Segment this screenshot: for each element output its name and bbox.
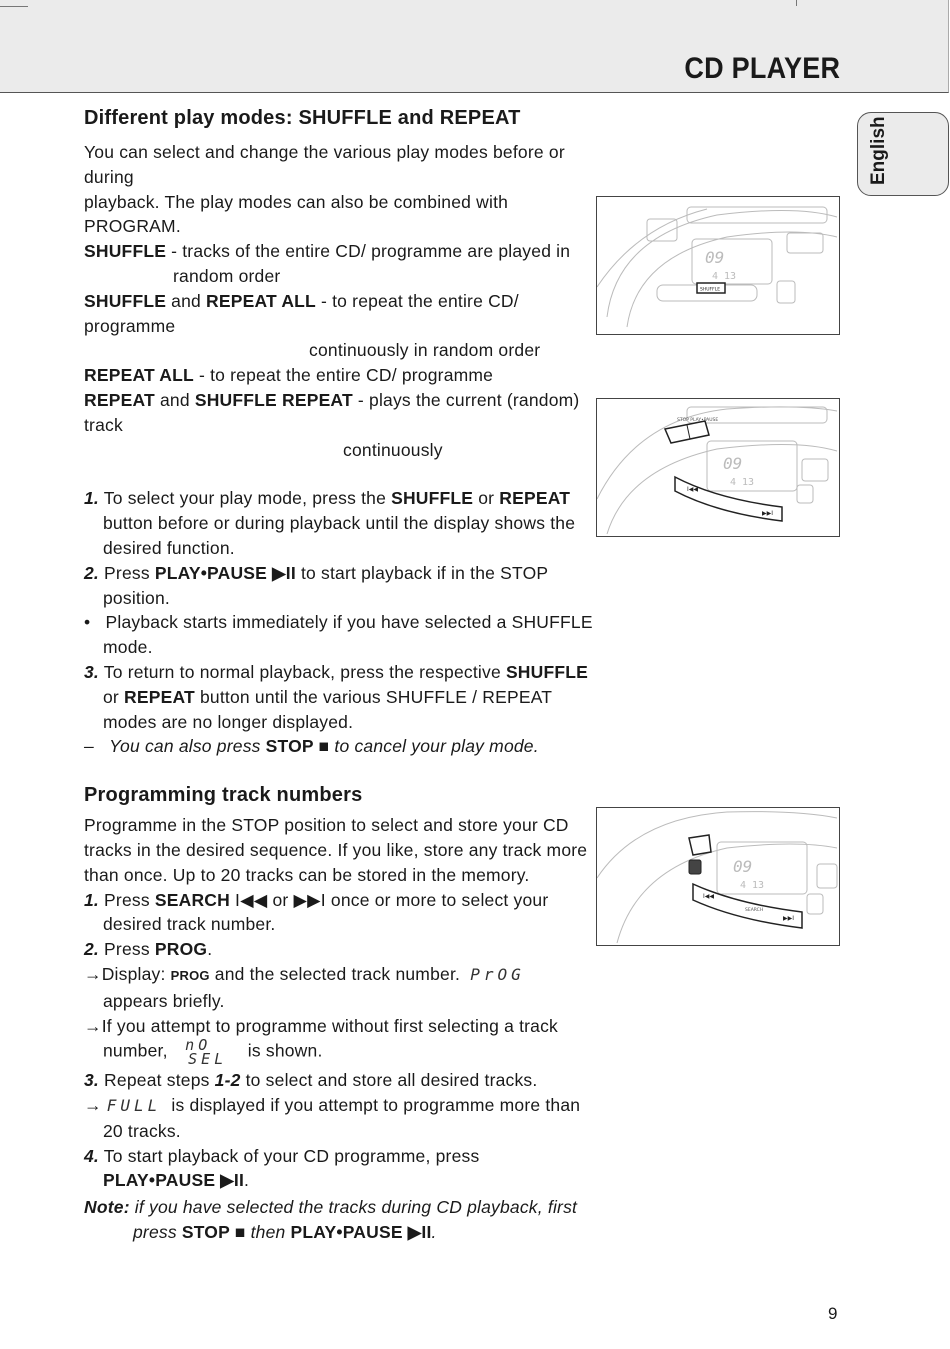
step-ref: 1-2 bbox=[214, 1070, 241, 1091]
step-text: I◀◀ or ▶▶I once or more to select your desired track number. bbox=[103, 889, 549, 935]
prog-result-1 bbox=[84, 962, 594, 1014]
note-label: Note: bbox=[84, 1197, 130, 1218]
bullet-mark: • bbox=[84, 612, 91, 633]
step-number: 2. bbox=[84, 939, 99, 960]
step-number: 4. bbox=[84, 1145, 99, 1166]
result-text: appears briefly. bbox=[103, 990, 225, 1011]
step-text: Press bbox=[99, 562, 155, 583]
intro-line: You can select and change the various play modes before or during bbox=[84, 142, 565, 187]
arrow-mark: → bbox=[84, 1095, 102, 1116]
step-key: REPEAT bbox=[499, 488, 571, 509]
mode-and: and bbox=[166, 290, 207, 311]
mode-shuffle-repeat-all-cont: continuously in random order bbox=[309, 340, 541, 361]
step-key: SEARCH bbox=[154, 889, 230, 910]
mode-and: and bbox=[154, 389, 195, 410]
note-text: then bbox=[245, 1222, 291, 1243]
lcd-time-readout: 4 13 bbox=[740, 880, 765, 891]
mode-shuffle-repeat-all bbox=[84, 289, 594, 339]
note-key: PLAY•PAUSE ▶II bbox=[290, 1222, 432, 1243]
result-text: is shown. bbox=[242, 1040, 323, 1061]
note-key: STOP ■ bbox=[181, 1222, 246, 1243]
skip-forward-icon: ▶▶I bbox=[762, 510, 773, 517]
stop-play-label: STOP PLAY•PAUSE bbox=[677, 418, 719, 423]
note-text: You can also press bbox=[109, 736, 266, 757]
lcd-track-readout: 09 bbox=[733, 857, 753, 876]
result-key: PROG bbox=[170, 967, 210, 983]
mode-repeat-shuffle-cont: continuously bbox=[343, 439, 443, 460]
skip-forward-icon: ▶▶I bbox=[783, 915, 794, 922]
page-number: 9 bbox=[828, 1304, 838, 1323]
play-modes-intro bbox=[84, 140, 594, 239]
play-pause-button bbox=[689, 835, 711, 855]
programming-intro: Programme in the STOP position to select and store your CD tracks in the desired sequence. If you like, store any track more than once. Up to 20 tracks can be stored in the memory. bbox=[84, 815, 588, 885]
prog-note bbox=[84, 1195, 594, 1245]
arrow-mark: → bbox=[84, 1015, 102, 1036]
step-key: PROG bbox=[154, 939, 208, 960]
step-key: SHUFFLE bbox=[505, 661, 589, 682]
figure-shuffle-button bbox=[596, 196, 840, 335]
step-text: To start playback of your CD programme, press bbox=[99, 1145, 480, 1166]
language-tab-label: English bbox=[868, 116, 889, 185]
skip-back-icon: I◀◀ bbox=[687, 486, 698, 493]
programming-heading: Programming track numbers bbox=[84, 784, 363, 807]
step-text: Repeat steps bbox=[99, 1070, 215, 1091]
step-text: . bbox=[244, 1170, 250, 1191]
lcd-line: SEL bbox=[188, 1050, 228, 1069]
intro-line: playback. The play modes can also be combined with PROGRAM. bbox=[84, 191, 509, 237]
spacer bbox=[84, 759, 594, 781]
spacer bbox=[84, 462, 594, 486]
lcd-display-text: PrOG bbox=[470, 964, 525, 984]
step-text: To select your play mode, press the bbox=[99, 488, 392, 509]
mode-label: SHUFFLE bbox=[84, 290, 167, 311]
step-text: . bbox=[207, 939, 213, 960]
prog-step-1 bbox=[84, 888, 594, 938]
prog-step-2 bbox=[84, 937, 594, 962]
search-label: SEARCH bbox=[745, 908, 764, 913]
lcd-track-readout: 09 bbox=[705, 248, 725, 267]
note-text: . bbox=[431, 1222, 437, 1243]
prog-step-4 bbox=[84, 1144, 594, 1194]
mode-repeat-shuffle bbox=[84, 388, 594, 438]
mode-desc: - tracks of the entire CD/ programme are played in bbox=[166, 241, 571, 262]
mode-label: REPEAT ALL bbox=[84, 365, 194, 386]
note-text: to cancel your play mode. bbox=[329, 736, 539, 757]
mode-desc: - plays the current (random) track bbox=[84, 389, 580, 435]
arrow-mark: → bbox=[84, 963, 102, 984]
lcd-line: nO bbox=[185, 1036, 212, 1055]
mode-shuffle-cont: random order bbox=[173, 265, 281, 286]
prog-step-3 bbox=[84, 1068, 594, 1093]
step-number: 3. bbox=[84, 661, 99, 682]
mode-repeat-all bbox=[84, 363, 594, 388]
step-text: button until the various SHUFFLE / REPEAT modes are no longer displayed. bbox=[103, 686, 552, 732]
step-text: Press bbox=[99, 889, 155, 910]
mode-label: REPEAT ALL bbox=[206, 290, 316, 311]
step-number: 1. bbox=[84, 889, 99, 910]
result-text: and the selected track number. bbox=[209, 963, 466, 984]
prog-result-2 bbox=[84, 1014, 594, 1067]
step-text: or bbox=[473, 488, 500, 509]
step-text: Press bbox=[99, 939, 155, 960]
prog-result-3 bbox=[84, 1093, 594, 1144]
step-key: PLAY•PAUSE ▶II bbox=[154, 562, 296, 583]
cd-player-illustration bbox=[597, 399, 839, 536]
result-text: Display: bbox=[101, 963, 171, 984]
dash-mark: – bbox=[84, 736, 94, 757]
mode-desc: - to repeat the entire CD/ programme bbox=[193, 365, 494, 386]
mode-label: REPEAT bbox=[84, 389, 155, 410]
lcd-time-readout: 4 13 bbox=[730, 477, 755, 488]
skip-back-icon: I◀◀ bbox=[703, 893, 714, 900]
cd-player-illustration bbox=[597, 197, 839, 334]
lcd-display-text bbox=[173, 1036, 243, 1069]
lcd-time-readout: 4 13 bbox=[712, 271, 737, 282]
step-text: to start playback if in the STOP position. bbox=[103, 562, 548, 608]
step-number: 3. bbox=[84, 1070, 99, 1091]
play-step-2 bbox=[84, 561, 594, 611]
step-key: PLAY•PAUSE ▶II bbox=[103, 1170, 245, 1191]
note-key: STOP ■ bbox=[265, 736, 330, 757]
figure-search-prog-buttons bbox=[596, 807, 840, 946]
figure-play-pause-button bbox=[596, 398, 840, 537]
crop-mark bbox=[0, 0, 28, 7]
play-step-1 bbox=[84, 486, 594, 560]
main-text bbox=[84, 104, 594, 1245]
mode-label: SHUFFLE bbox=[84, 241, 167, 262]
mode-desc: - to repeat the entire CD/ programme bbox=[84, 290, 519, 336]
step-key: SHUFFLE bbox=[391, 488, 474, 509]
result-text: If you attempt to programme without first selecting a track number, bbox=[101, 1015, 558, 1061]
play-step-3 bbox=[84, 660, 594, 734]
play-modes-heading: Different play modes: SHUFFLE and REPEAT bbox=[84, 107, 521, 129]
section-title: CD PLAYER bbox=[684, 52, 840, 85]
play-bullet bbox=[84, 610, 594, 660]
result-text: is displayed if you attempt to programme more than 20 tracks. bbox=[103, 1095, 581, 1141]
step-text: or bbox=[103, 686, 125, 707]
mode-label: SHUFFLE REPEAT bbox=[194, 389, 353, 410]
bullet-text: Playback starts immediately if you have selected a SHUFFLE mode. bbox=[103, 612, 593, 658]
step-text: button before or during playback until the display shows the desired function. bbox=[103, 513, 576, 558]
prog-button bbox=[689, 860, 701, 874]
step-text: to select and store all desired tracks. bbox=[240, 1070, 538, 1091]
shuffle-label: SHUFFLE bbox=[700, 287, 721, 293]
lcd-display-text: FULL bbox=[106, 1096, 162, 1116]
step-text: To return to normal playback, press the respective bbox=[99, 661, 506, 682]
play-dash-note bbox=[84, 734, 594, 759]
step-number: 2. bbox=[84, 562, 99, 583]
lcd-track-readout: 09 bbox=[723, 454, 743, 473]
step-number: 1. bbox=[84, 488, 99, 509]
mode-shuffle bbox=[84, 239, 594, 264]
cd-player-illustration bbox=[597, 808, 839, 945]
step-key: REPEAT bbox=[124, 686, 195, 707]
crop-mark bbox=[790, 0, 797, 6]
language-tab bbox=[857, 112, 949, 196]
note-text: if you have selected the tracks during CD playback, first press bbox=[129, 1197, 578, 1243]
